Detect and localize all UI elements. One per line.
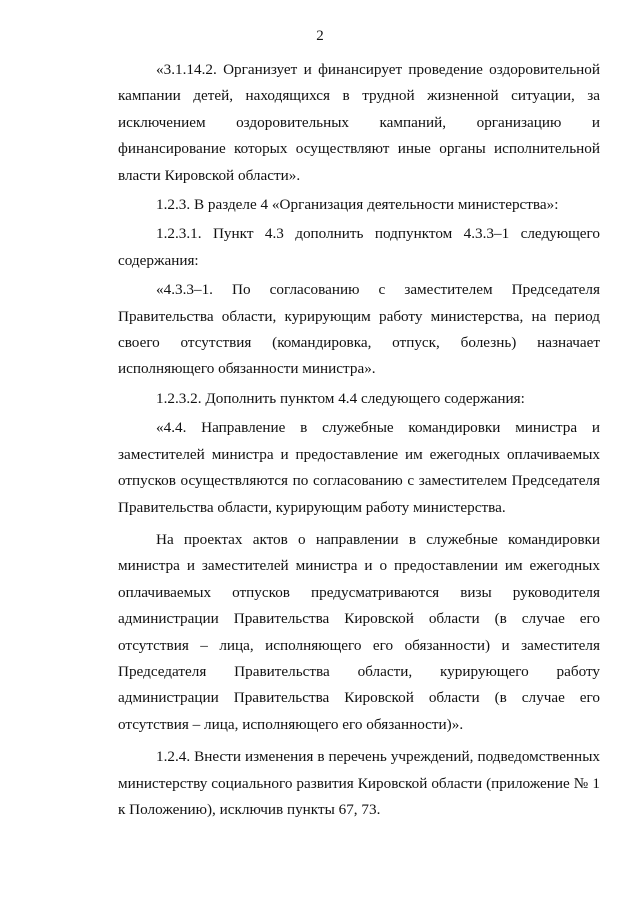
paragraph-1-2-3-1: 1.2.3.1. Пункт 4.3 дополнить подпунктом 4.3.3–1 следующего содержания: <box>118 225 600 269</box>
paragraph-1-2-3-2: 1.2.3.2. Дополнить пунктом 4.4 следующего содержания: <box>156 389 525 407</box>
paragraph-1-2-3: 1.2.3. В разделе 4 «Организация деятельности министерства»: <box>156 196 559 214</box>
paragraph-4-3-3-1: «4.3.3–1. По согласованию с заместителем Председателя Правительства области, курирующим работу министерства, на период своего отсутствия (командировка, отпуск, болезнь) назначает исполняющего обязанности министра». <box>118 281 600 378</box>
paragraph-4-4: «4.4. Направление в служебные командировки министра и заместителей министра и предоставление им ежегодных оплачиваемых отпусков осуществляются по согласованию с заместителем Председателя Правительства области, курирующим работу министерства. <box>118 419 600 516</box>
paragraph-1-2-4: 1.2.4. Внести изменения в перечень учреждений, подведомственных министерству социального развития Кировской области (приложение № 1 к Положению), исключив пункты 67, 73. <box>118 748 600 818</box>
paragraph-4-4-continued: На проектах актов о направлении в служебные командировки министра и заместителей министра и о предоставлении им ежегодных оплачиваемых отпусков предусматриваются визы руководителя администрации Правительства Кировской области (в случае его отсутствия – лица, исполняющего его обязанности) и заместителя Председателя Правительства области, курирующего работу администрации Правительства Кировской области (в случае его отсутствия – лица, исполняющего его обязанности)». <box>118 530 600 733</box>
paragraph-3-1-14-2: «3.1.14.2. Организует и финансирует проведение оздоровительной кампании детей, находящихся в трудной жизненной ситуации, за исключением оздоровительных кампаний, организацию и финансирование которых осуществляют иные органы исполнительной власти Кировской области». <box>118 61 600 184</box>
document-body <box>118 57 600 823</box>
page-number: 2 <box>316 28 324 44</box>
